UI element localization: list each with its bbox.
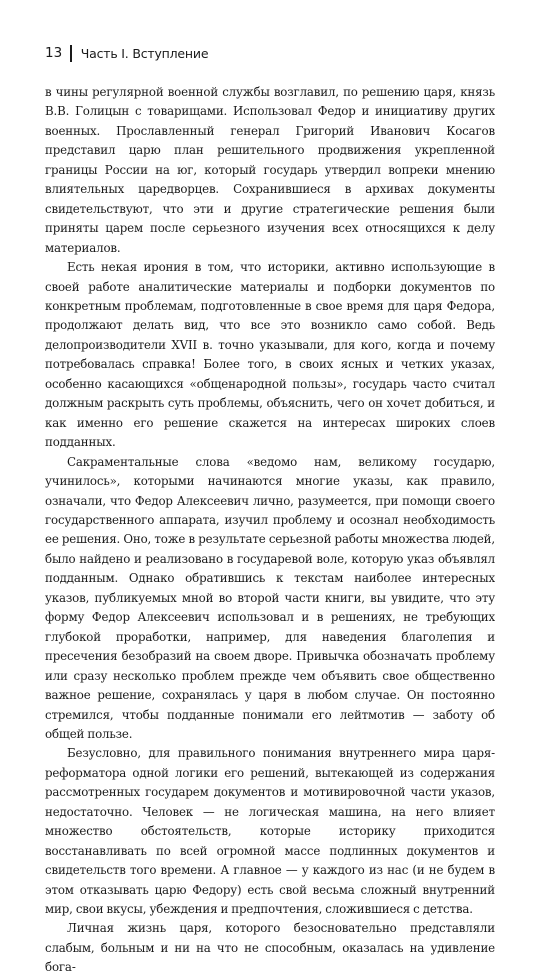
paragraph: Личная жизнь царя, которого безосновательно представляли слабым, больным и ни на что не способным, оказалась на удивление бога-	[45, 921, 495, 975]
header-divider	[70, 45, 72, 62]
running-head	[45, 44, 208, 62]
page-number: 13	[45, 45, 63, 61]
chapter-title: Часть I. Вступление	[80, 45, 209, 61]
paragraph-continued: в чины регулярной военной службы возглавил, по решению царя, князь В.В. Голицын с товарищами. Использовал Федор и инициативу других военных. Прославленный генерал Григорий Иванович Косагов представил царю план решительного продвижения укрепленной границы России на юг, который государь утвердил вопреки мнению влиятельных царедворцев. Сохранившиеся в архивах документы свидетельствуют, что эти и другие стратегические решения были приняты царем после серьезного изучения всех относящихся к делу материалов.	[45, 85, 495, 255]
paragraph: Есть некая ирония в том, что историки, активно использующие в своей работе аналитические материалы и подборки документов по конкретным проблемам, подготовленные в свое время для царя Федора, продолжают делать вид, что все это возникло само собой. Ведь делопроизводители XVII в. точно указывали, для кого, когда и почему потребовалась справка! Более того, в своих ясных и четких указах, особенно касающихся «общенародной пользы», государь часто считал должным раскрыть суть проблемы, объяснить, чего он хочет добиться, и как именно его решение скажется на интересах широких слоев подданных.	[45, 260, 495, 450]
paragraph: Безусловно, для правильного понимания внутреннего мира царя-реформатора одной логики его решений, вытекающей из содержания рассмотренных государем документов и мотивировочной части указов, недостаточно. Человек — не логическая машина, на него влияет множество обстоятельств, которые историку приходится восстанавливать по всей огромной массе подлинных документов и свидетельств того времени. А главное — у каждого из нас (и не будем в этом отказывать царю Федору) есть свой весьма сложный внутренний мир, свои вкусы, убеждения и предпочтения, сложившиеся с детства.	[45, 746, 495, 917]
body-text	[45, 83, 495, 978]
paragraph: Сакраментальные слова «ведомо нам, великому государю, учинилось», которыми начинаются многие указы, как правило, означали, что Федор Алексеевич лично, разумеется, при помощи своего государственного аппарата, изучил проблему и осознал необходимость ее решения. Оно, тоже в результате серьезной работы множества людей, было найдено и реализовано в государевой воле, которую указ объявлял подданным. Однако обратившись к текстам наиболее интересных указов, публикуемых мной во второй части книги, вы увидите, что эту форму Федор Алексеевич использовал и в решениях, не требующих глубокой проработки, например, для наведения благолепия и пресечения безобразий на своем дворе. Привычка обозначать проблему или сразу несколько проблем прежде чем объявить свое общественно важное решение, сохранялась у царя в любом случае. Он постоянно стремился, чтобы подданные понимали его лейтмотив — заботу об общей пользе.	[45, 454, 495, 741]
